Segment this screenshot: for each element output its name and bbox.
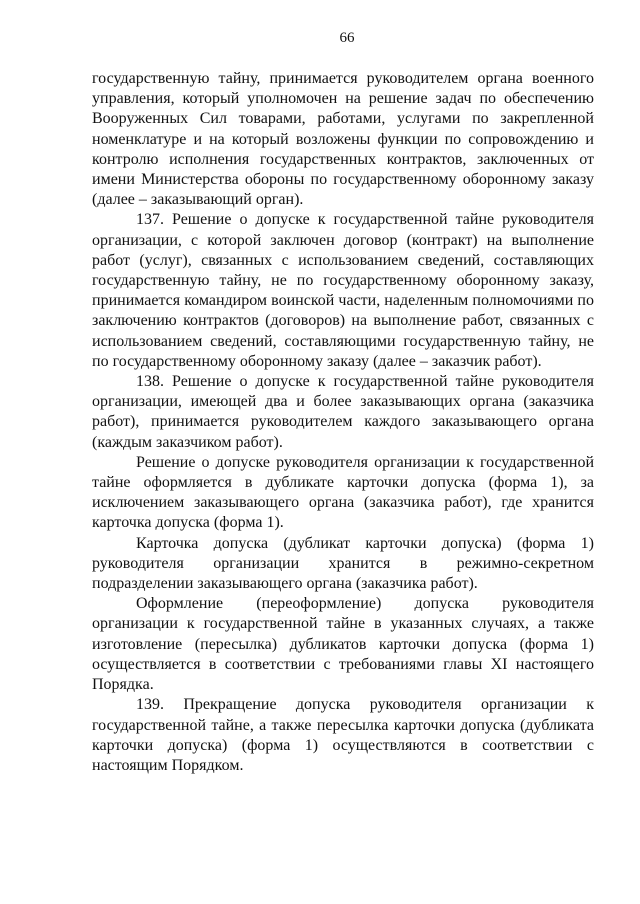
paragraph-137: 137. Решение о допуске к государственной тайне руководителя организации, с которой заключен договор (контракт) на выполнение работ (услуг), связанных с использованием сведений, составляющих государственную тайну, не по государственному оборонному заказу, принимается командиром воинской части, наделенным полномочиями по заключению контрактов (договоров) на выполнение работ, связанных с использованием сведений, составляющими государственную тайну, не по государственному оборонному заказу (далее – заказчик работ). [92,211,594,370]
page-number: 66 [339,30,355,46]
document-body [92,69,594,776]
paragraph-139: 139. Прекращение допуска руководителя организации к государственной тайне, а также пересылка карточки допуска (дубликата карточки допуска) (форма 1) осуществляются в соответствии с настоящим Порядком. [92,696,594,774]
paragraph-138-decision-form: Решение о допуске руководителя организации к государственной тайне оформляется в дубликате карточки допуска (форма 1), за исключением заказывающего органа (заказчика работ), где хранится карточка допуска (форма 1). [92,453,594,532]
paragraph-continuation: государственную тайну, принимается руководителем органа военного управления, который уполномочен на решение задач по обеспечению Вооруженных Сил товарами, работами, услугами по закрепленной номенклатуре и на который возложены функции по сопровождению и контролю исполнения государственных контрактов, заключенных от имени Министерства обороны по государственному оборонному заказу (далее – заказывающий орган). [92,70,594,209]
paragraph-138-registration: Оформление (переоформление) допуска руководителя организации к государственной тайне в указанных случаях, а также изготовление (пересылка) дубликатов карточки допуска (форма 1) осуществляется в соответствии с требованиями главы XI настоящего Порядка. [92,595,594,694]
paragraph-138: 138. Решение о допуске к государственной тайне руководителя организации, имеющей два и более заказывающих органа (заказчика работ), принимается руководителем каждого заказывающего органа (каждым заказчиком работ). [92,373,594,451]
paragraph-138-card-storage: Карточка допуска (дубликат карточки допуска) (форма 1) руководителя организации хранится в режимно-секретном подразделении заказывающего органа (заказчика работ). [92,534,594,593]
